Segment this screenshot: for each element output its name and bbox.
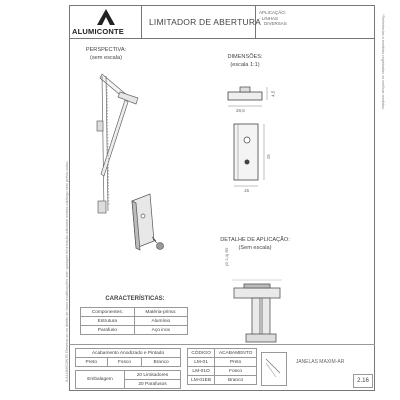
packaging-label: Embalagem	[76, 371, 125, 389]
perspective-title: PERSPECTIVA:	[85, 47, 127, 53]
header-cell: CÓDIGO	[188, 349, 215, 358]
application-detail-subtitle: (Sem escala)	[238, 245, 272, 251]
title-block	[69, 5, 375, 39]
application-detail-rotated-label: (D 2,4) R5	[224, 247, 229, 266]
table-cell: Aço inox	[134, 326, 187, 335]
dim-width-top: 28,6	[236, 108, 245, 113]
characteristics-title: CARACTERÍSTICAS:	[105, 296, 165, 302]
finish-option: Branco	[142, 358, 181, 367]
characteristics-table	[80, 307, 188, 335]
finish-cell: Fosco	[215, 367, 257, 376]
header-cell: Matéria-prima:	[134, 308, 187, 317]
finish-cell: Preto	[215, 358, 257, 367]
application-detail-title: DETALHE DE APLICAÇÃO:	[220, 237, 290, 243]
left-side-note: A ALUMICONTE Reserva-se no direito de fazer modificações sem qualquer informação adicional nestas catálogo sem prévio aviso.	[65, 160, 69, 382]
table-row	[81, 326, 188, 335]
application-label: APLICAÇÃO:	[259, 10, 287, 15]
perspective-subtitle: (sem escala)	[89, 55, 123, 61]
dimension-drawings	[222, 82, 282, 192]
characteristics-table-wrap	[80, 307, 188, 335]
logo-area	[69, 5, 142, 38]
window-thumbnail-icon	[262, 353, 286, 385]
right-side-note: *Referências e medidas registradas se verificar medidas.	[381, 14, 385, 111]
application-detail-drawing	[232, 268, 292, 346]
dim-height-top: 4,5	[270, 90, 276, 97]
thumbnail-box	[261, 352, 287, 386]
finish-table-wrap	[75, 348, 181, 389]
finish-option: Fosco	[107, 358, 142, 367]
application-line-2: DIVERSAS	[264, 21, 287, 26]
brand-name: ALUMICONTE	[72, 27, 124, 36]
perspective-drawing	[90, 66, 180, 256]
page-number: 2.16	[353, 374, 373, 388]
title-area	[141, 5, 262, 38]
packaging-table	[75, 370, 181, 389]
dim-height-front: 15	[265, 154, 271, 160]
finish-table	[75, 348, 181, 367]
table-row	[81, 317, 188, 326]
dimensions-subtitle: (escala 1:1)	[230, 62, 260, 68]
table-cell: Estrutura	[81, 317, 135, 326]
dimensions-title: DIMENSÕES:	[227, 54, 263, 60]
table-cell: Parafuso	[81, 326, 135, 335]
alumiconte-logo-icon	[97, 9, 115, 25]
packaging-line: 20 Limitadores	[125, 371, 181, 380]
code-cell: LM-01O	[188, 367, 215, 376]
finish-option: Preto	[76, 358, 108, 367]
application-line-1: - LINHAS	[259, 16, 279, 21]
application-area	[255, 5, 375, 38]
codes-table-wrap	[187, 348, 257, 385]
finish-title: Acabamento Anodizado e Pintado	[76, 349, 181, 358]
finish-cell: Branco	[215, 376, 257, 385]
header-cell: Componentes:	[81, 308, 135, 317]
code-cell: LM-01EB	[188, 376, 215, 385]
bottom-divider	[69, 344, 375, 345]
footer-line-name: JANELAS MAXIM-AR	[295, 359, 345, 365]
dim-width-front: 15	[244, 188, 250, 193]
table-cell: Alumínio	[134, 317, 187, 326]
packaging-line: 20 Parafusos	[125, 380, 181, 389]
codes-table	[187, 348, 257, 385]
table-header-row	[81, 308, 188, 317]
code-cell: LM-01	[188, 358, 215, 367]
header-cell: ACABAMENTO	[215, 349, 257, 358]
page-title: LIMITADOR DE ABERTURA	[149, 17, 262, 27]
